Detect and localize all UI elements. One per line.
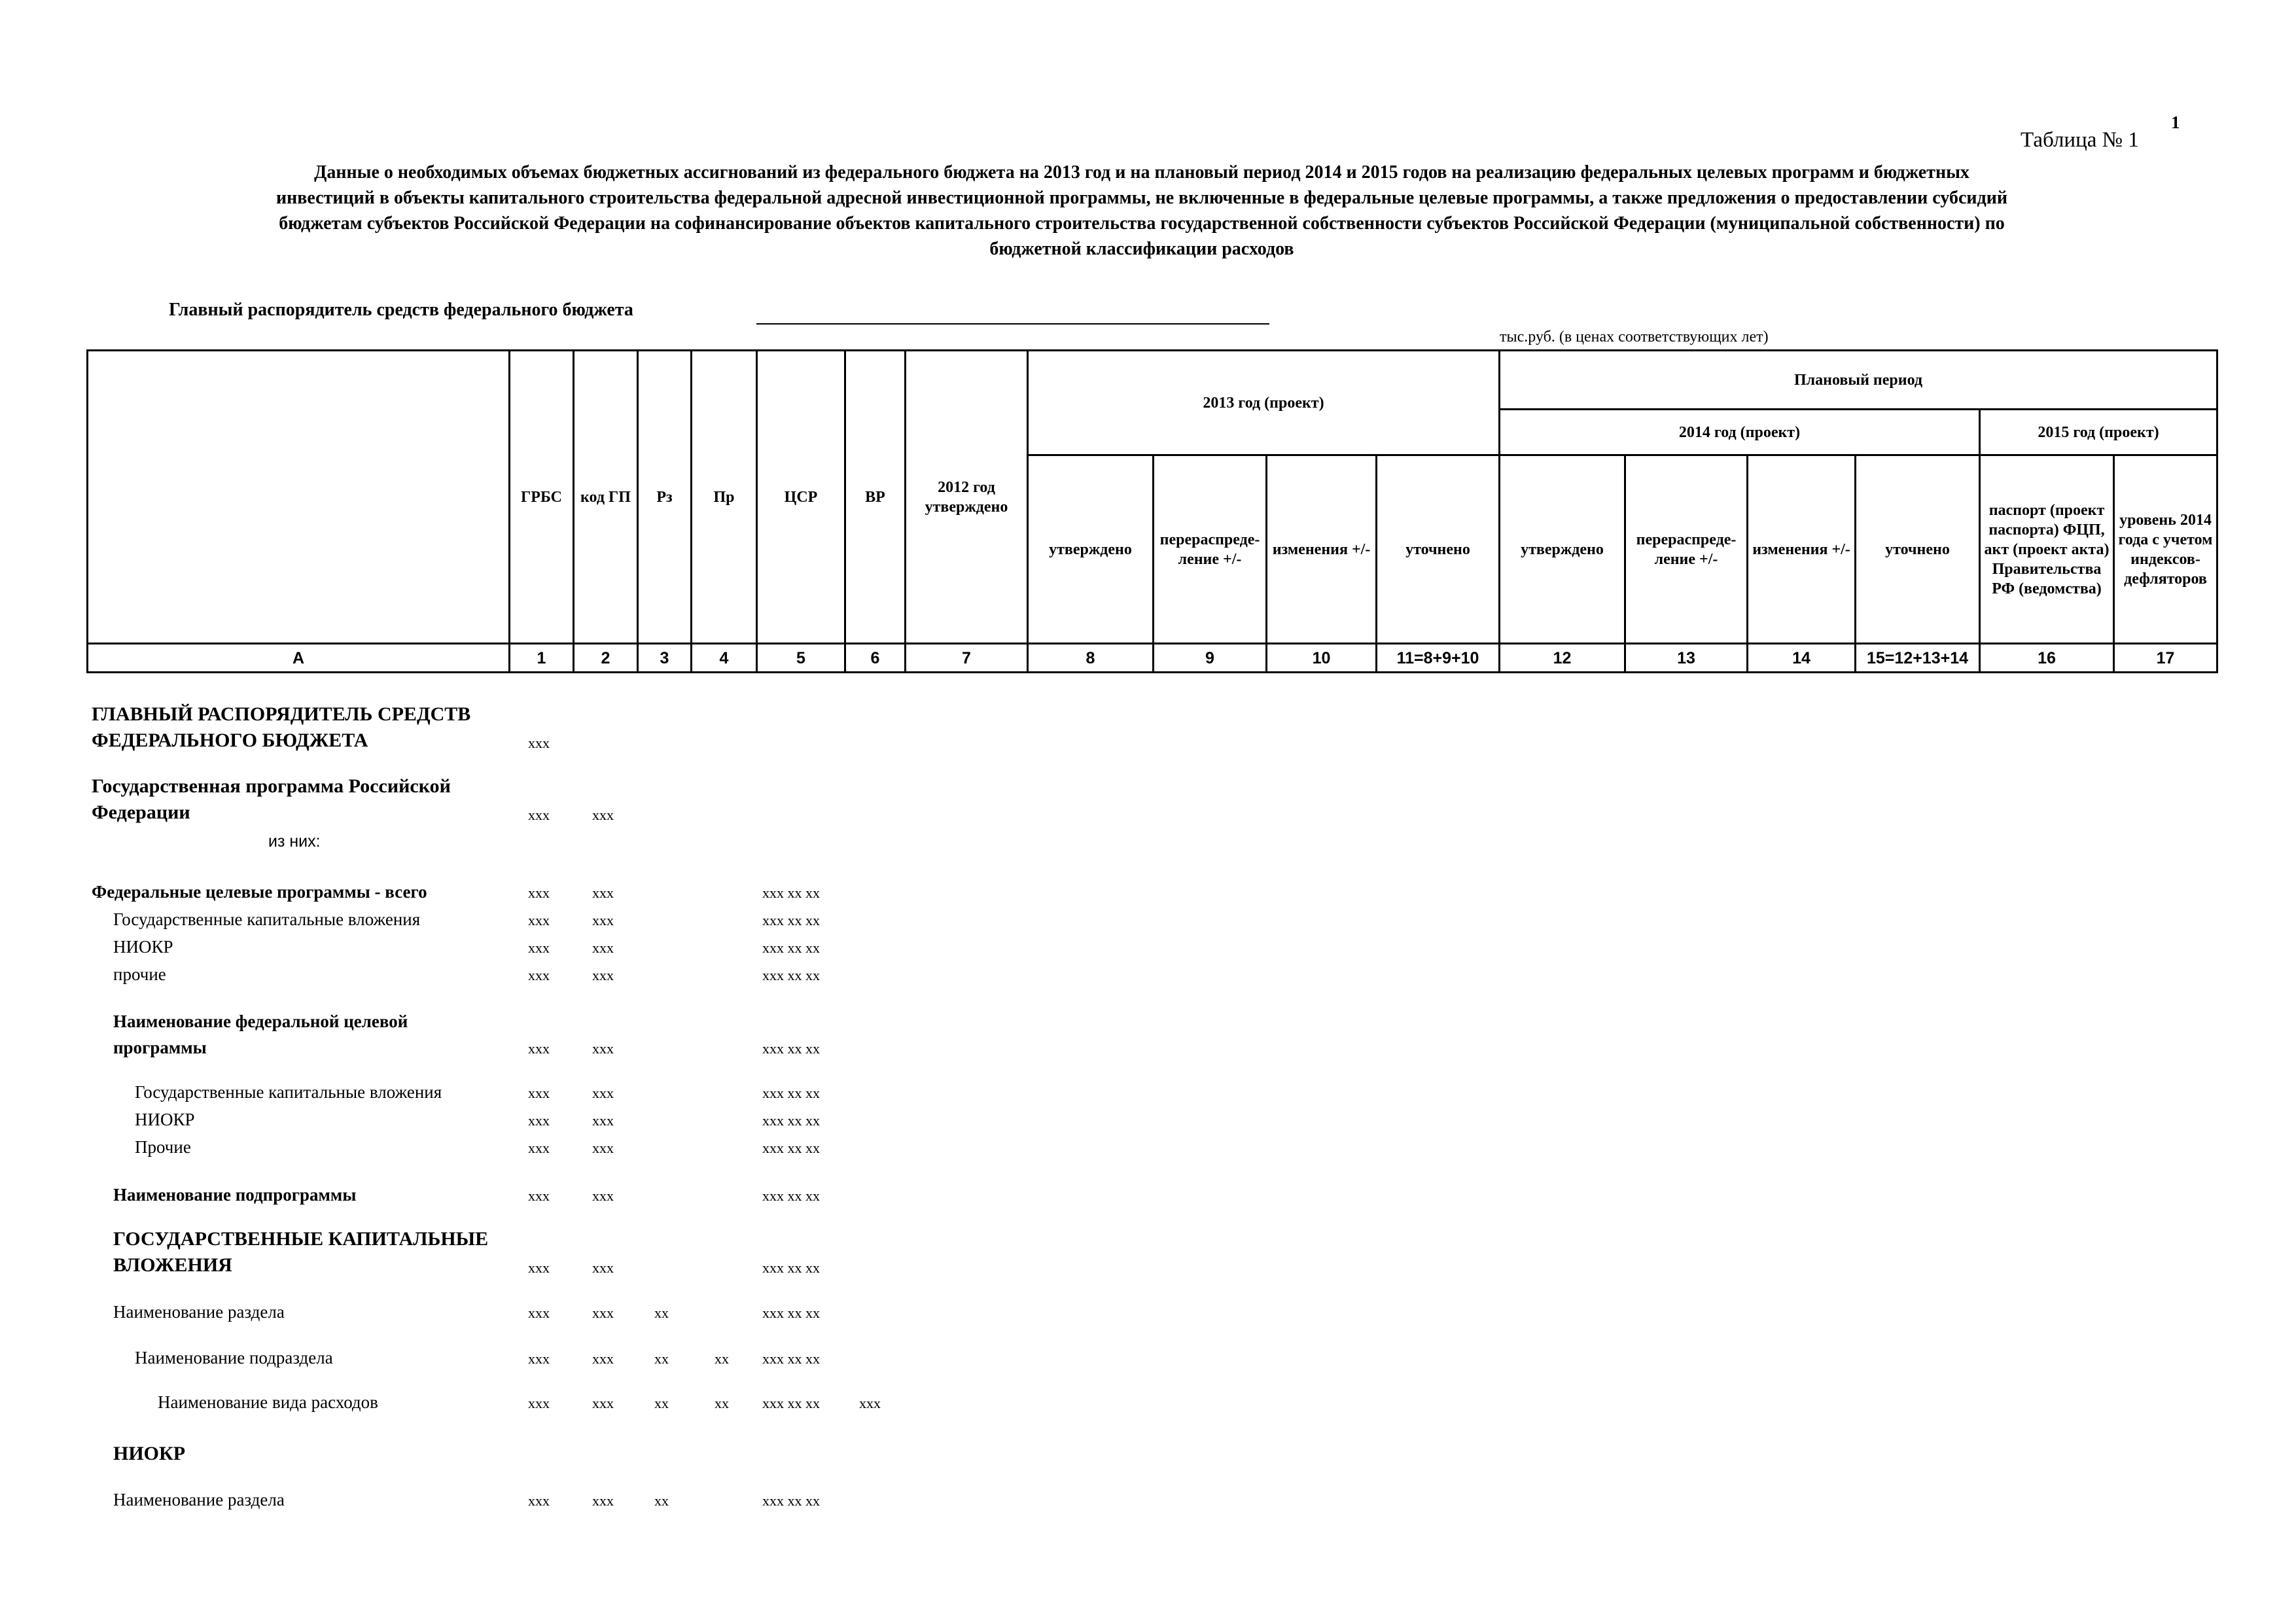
row-subsection bbox=[0, 1348, 2296, 1374]
cell-csr: xxx xx xx bbox=[762, 940, 820, 956]
cell-csr: xxx xx xx bbox=[762, 1085, 820, 1101]
cell-grbs: xxx bbox=[528, 1395, 550, 1411]
page-number: 1 bbox=[2171, 113, 2180, 132]
header-2014-clarified: уточнено bbox=[1856, 455, 1980, 644]
cell-pr: xx bbox=[715, 1395, 729, 1411]
cell-gp: xxx bbox=[592, 912, 614, 928]
col-number: 12 bbox=[1500, 644, 1625, 673]
row-fcp-capital bbox=[0, 909, 2296, 936]
cell-gp: xxx bbox=[592, 1085, 614, 1101]
header-csr: ЦСР bbox=[757, 351, 845, 644]
row-label: Наименование вида расходов bbox=[158, 1392, 378, 1412]
row-label: Федеральные целевые программы - всего bbox=[92, 882, 427, 902]
cell-grbs: xxx bbox=[528, 1085, 550, 1101]
title-line: инвестиций в объекты капитального строительства федеральной адресной инвестиционной программы, не включенные в федеральные целевые программы, а также предложения о предоставлении субсидий bbox=[276, 188, 2007, 208]
cell-gp: xxx bbox=[592, 1260, 614, 1276]
col-number: 8 bbox=[1028, 644, 1154, 673]
cell-gp: xxx bbox=[592, 1350, 614, 1367]
header-2014-changes: изменения +/- bbox=[1748, 455, 1856, 644]
row-label: НИОКР bbox=[113, 1443, 186, 1464]
row-of-them bbox=[0, 832, 2296, 858]
cell-gp: xxx bbox=[592, 1305, 614, 1321]
col-number: 5 bbox=[757, 644, 845, 673]
row-niokr-section bbox=[0, 1490, 2296, 1516]
cell-grbs: xxx bbox=[528, 1140, 550, 1156]
cell-csr: xxx xx xx bbox=[762, 1040, 820, 1057]
cell-gp: xxx bbox=[592, 1112, 614, 1129]
row-label: Наименование подпрограммы bbox=[113, 1185, 357, 1205]
cell-pr: xx bbox=[715, 1350, 729, 1367]
cell-grbs: xxx bbox=[528, 735, 550, 751]
col-number: 11=8+9+10 bbox=[1377, 644, 1500, 673]
row-fcp-total bbox=[0, 882, 2296, 908]
cell-gp: xxx bbox=[592, 940, 614, 956]
header-2013-redistribution: перераспреде-ление +/- bbox=[1154, 455, 1267, 644]
title-line: бюджетам субъектов Российской Федерации на софинансирование объектов капитального строительства государственной собственности субъектов Российской Федерации (муниципальной собственности) по bbox=[279, 213, 2005, 234]
row-gov-capital bbox=[0, 1228, 2296, 1276]
header-2012: 2012 год утверждено bbox=[906, 351, 1028, 644]
grbs-fill-line bbox=[756, 323, 1269, 325]
cell-grbs: xxx bbox=[528, 940, 550, 956]
header-table bbox=[86, 349, 2218, 673]
row-label: Наименование подраздела bbox=[135, 1348, 333, 1367]
row-label: ФЕДЕРАЛЬНОГО БЮДЖЕТА bbox=[92, 730, 368, 751]
header-2015-passport: паспорт (проект паспорта) ФЦП, акт (проект акта) Правительства РФ (ведомства) bbox=[1980, 455, 2114, 644]
table-number: Таблица № 1 bbox=[2021, 128, 2139, 152]
cell-csr: xxx xx xx bbox=[762, 1350, 820, 1367]
cell-grbs: xxx bbox=[528, 912, 550, 928]
cell-csr: xxx xx xx bbox=[762, 1112, 820, 1129]
row-subprogram bbox=[0, 1185, 2296, 1211]
cell-gp: xxx bbox=[592, 1188, 614, 1204]
cell-rz: xx bbox=[654, 1350, 669, 1367]
cell-csr: xxx xx xx bbox=[762, 1140, 820, 1156]
cell-gp: xxx bbox=[592, 1040, 614, 1057]
col-number: 6 bbox=[845, 644, 906, 673]
row-label: ГЛАВНЫЙ РАСПОРЯДИТЕЛЬ СРЕДСТВ bbox=[92, 703, 471, 725]
cell-rz: xx bbox=[654, 1395, 669, 1411]
cell-grbs: xxx bbox=[528, 1112, 550, 1129]
row-label: Федерации bbox=[92, 802, 190, 823]
cell-grbs: xxx bbox=[528, 1260, 550, 1276]
cell-rz: xx bbox=[654, 1492, 669, 1509]
header-2013-changes: изменения +/- bbox=[1267, 455, 1377, 644]
grbs-label: Главный распорядитель средств федерального бюджета bbox=[169, 300, 633, 320]
cell-csr: xxx xx xx bbox=[762, 885, 820, 901]
cell-csr: xxx xx xx bbox=[762, 1395, 820, 1411]
row-label: программы bbox=[113, 1038, 207, 1057]
cell-csr: xxx xx xx bbox=[762, 967, 820, 983]
row-label: прочие bbox=[113, 964, 166, 984]
col-number: 15=12+13+14 bbox=[1856, 644, 1980, 673]
cell-csr: xxx xx xx bbox=[762, 1492, 820, 1509]
cell-csr: xxx xx xx bbox=[762, 1305, 820, 1321]
col-number: 14 bbox=[1748, 644, 1856, 673]
cell-gp: xxx bbox=[592, 967, 614, 983]
title-line: бюджетной классификации расходов bbox=[989, 239, 1294, 259]
header-grbs: ГРБС bbox=[510, 351, 574, 644]
row-label: Государственная программа Российской bbox=[92, 775, 451, 797]
col-number: 7 bbox=[906, 644, 1028, 673]
row-label: Государственные капитальные вложения bbox=[135, 1082, 442, 1102]
cell-gp: xxx bbox=[592, 1140, 614, 1156]
row-label: Наименование федеральной целевой bbox=[113, 1012, 408, 1031]
cell-gp: xxx bbox=[592, 1492, 614, 1509]
col-number: 2 bbox=[574, 644, 638, 673]
header-2013-clarified: уточнено bbox=[1377, 455, 1500, 644]
row-fcp-name-niokr bbox=[0, 1110, 2296, 1136]
header-2014-approved: утверждено bbox=[1500, 455, 1625, 644]
cell-grbs: xxx bbox=[528, 807, 550, 823]
row-label: Государственные капитальные вложения bbox=[113, 909, 421, 929]
cell-csr: xxx xx xx bbox=[762, 1188, 820, 1204]
row-label: НИОКР bbox=[135, 1110, 195, 1129]
row-fcp-name bbox=[0, 1012, 2296, 1057]
header-kod-gp: код ГП bbox=[574, 351, 638, 644]
cell-grbs: xxx bbox=[528, 1305, 550, 1321]
units-note: тыс.руб. (в ценах соответствующих лет) bbox=[1500, 328, 1769, 345]
header-2015: 2015 год (проект) bbox=[1980, 410, 2217, 455]
row-label: ВЛОЖЕНИЯ bbox=[113, 1254, 232, 1276]
col-number: 1 bbox=[510, 644, 574, 673]
row-grbs-main bbox=[0, 703, 2296, 751]
header-vr: ВР bbox=[845, 351, 906, 644]
row-niokr-header bbox=[0, 1443, 2296, 1469]
col-number: 10 bbox=[1267, 644, 1377, 673]
row-fcp-other bbox=[0, 964, 2296, 991]
col-number: 13 bbox=[1625, 644, 1748, 673]
col-number: 16 bbox=[1980, 644, 2114, 673]
cell-grbs: xxx bbox=[528, 1350, 550, 1367]
row-fcp-name-other bbox=[0, 1137, 2296, 1163]
cell-csr: xxx xx xx bbox=[762, 912, 820, 928]
header-pr: Пр bbox=[692, 351, 757, 644]
header-2013-approved: утверждено bbox=[1028, 455, 1154, 644]
row-label: Наименование раздела bbox=[113, 1302, 285, 1322]
col-number: А bbox=[88, 644, 510, 673]
header-rz: Рз bbox=[638, 351, 692, 644]
document-title bbox=[79, 160, 2205, 262]
row-label: Прочие bbox=[135, 1137, 191, 1157]
cell-grbs: xxx bbox=[528, 1492, 550, 1509]
col-number: 4 bbox=[692, 644, 757, 673]
header-2015-level: уровень 2014 года с учетом индексов-дефляторов bbox=[2114, 455, 2217, 644]
row-label: НИОКР bbox=[113, 937, 173, 957]
col-number: 17 bbox=[2114, 644, 2217, 673]
row-label: из них: bbox=[268, 832, 321, 851]
row-fcp-name-capital bbox=[0, 1082, 2296, 1108]
col-number: 9 bbox=[1154, 644, 1267, 673]
row-expense-type bbox=[0, 1392, 2296, 1419]
header-2014-redistribution: перераспреде-ление +/- bbox=[1625, 455, 1748, 644]
cell-csr: xxx xx xx bbox=[762, 1260, 820, 1276]
header-2013: 2013 год (проект) bbox=[1028, 351, 1500, 455]
header-name-cell bbox=[88, 351, 510, 644]
cell-grbs: xxx bbox=[528, 885, 550, 901]
row-label: ГОСУДАРСТВЕННЫЕ КАПИТАЛЬНЫЕ bbox=[113, 1228, 489, 1250]
col-number: 3 bbox=[638, 644, 692, 673]
row-gov-program bbox=[0, 775, 2296, 823]
row-fcp-niokr bbox=[0, 937, 2296, 963]
cell-grbs: xxx bbox=[528, 967, 550, 983]
row-section bbox=[0, 1302, 2296, 1328]
cell-vr: xxx bbox=[859, 1395, 881, 1411]
cell-gp: xxx bbox=[592, 885, 614, 901]
header-2014: 2014 год (проект) bbox=[1500, 410, 1980, 455]
title-line: Данные о необходимых объемах бюджетных ассигнований из федерального бюджета на 2013 год и на плановый период 2014 и 2015 годов на реализацию федеральных целевых программ и бюджетных bbox=[314, 162, 1969, 183]
cell-grbs: xxx bbox=[528, 1040, 550, 1057]
cell-gp: xxx bbox=[592, 807, 614, 823]
row-label: Наименование раздела bbox=[113, 1490, 285, 1509]
cell-rz: xx bbox=[654, 1305, 669, 1321]
cell-gp: xxx bbox=[592, 1395, 614, 1411]
cell-grbs: xxx bbox=[528, 1188, 550, 1204]
header-planned-period: Плановый период bbox=[1500, 351, 2217, 410]
